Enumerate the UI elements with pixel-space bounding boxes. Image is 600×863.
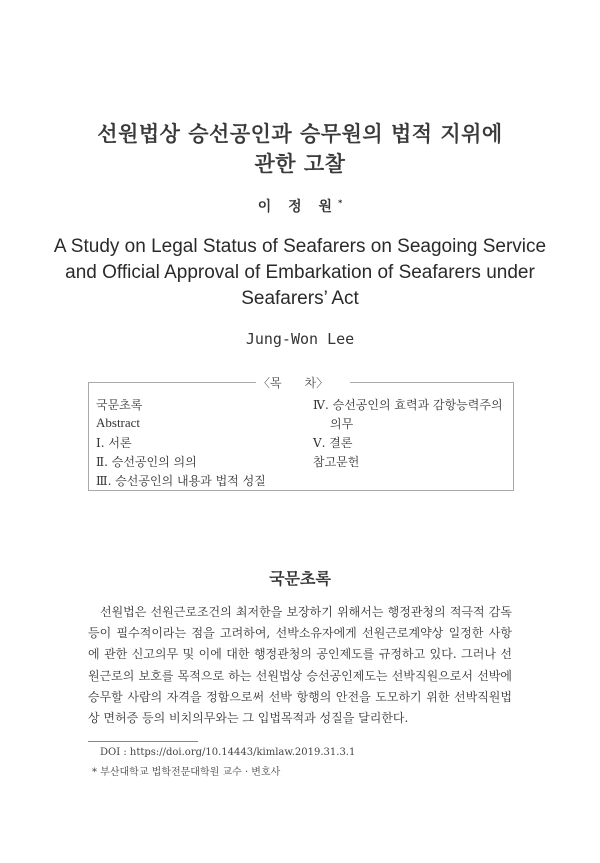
toc-item-conclusion[interactable]: Ⅴ. 결론 — [313, 436, 353, 450]
korean-author — [0, 196, 600, 216]
english-title-line-1: A Study on Legal Status of Seafarers on Seagoing Service — [53, 236, 547, 257]
toc-item-section-3[interactable]: Ⅲ. 승선공인의 내용과 법적 성질 — [96, 474, 266, 488]
affiliation-footnote: * 부산대학교 법학전문대학원 교수 · 변호사 — [92, 767, 281, 778]
english-author: Jung-Won Lee — [245, 330, 355, 348]
abstract-body: 선원법은 선원근로조건의 최저한을 보장하기 위해서는 행정관청의 적극적 감독 등이 필수적이라는 점을 고려하여, 선박소유자에게 선원근로계약상 일정한 사항에 관한 신고의무 및 이에 대한 행정관청의 공인제도를 규정하고 있다. 그러나 선원근로의 보호를 목적으로 하는 선원법상 승선공인제도는 선박직원으로서 선박에 승무할 사람의 자격을 정함으로써 선박 항행의 안전을 도모하기 위한 선박직원법상 면허증 등의 비치의무와는 그 입법목적과 성질을 달리한다. — [88, 605, 512, 726]
korean-author-name: 이 정 원 — [257, 199, 339, 215]
abstract-heading: 국문초록 — [269, 569, 331, 588]
toc-heading: 〈목 차〉 — [258, 376, 329, 390]
english-title-line-3: Seafarers’ Act — [241, 288, 359, 309]
toc-top-border-left — [88, 382, 256, 383]
author-footnote-mark: * — [338, 198, 343, 208]
toc-item-abstract-ko[interactable]: 국문초록 — [96, 398, 143, 412]
toc-item-abstract-en[interactable]: Abstract — [96, 415, 141, 430]
toc-item-section-2[interactable]: Ⅱ. 승선공인의 의의 — [96, 455, 197, 469]
footnote-divider — [88, 741, 198, 742]
doi-footnote[interactable]: DOI : https://doi.org/10.14443/kimlaw.2019.31.3.1 — [100, 747, 356, 758]
toc-item-introduction[interactable]: Ⅰ. 서론 — [96, 436, 132, 450]
toc-item-references[interactable]: 참고문헌 — [313, 455, 360, 469]
toc-item-section-4[interactable]: Ⅳ. 승선공인의 효력과 감항능력주의 — [313, 398, 503, 412]
toc-top-border-right — [350, 382, 513, 383]
korean-title-line-2: 관한 고찰 — [254, 152, 346, 176]
english-title-line-2: and Official Approval of Embarkation of Seafarers under — [65, 262, 535, 283]
toc-item-section-4-cont[interactable]: 의무 — [330, 417, 354, 431]
korean-title-line-1: 선원법상 승선공인과 승무원의 법적 지위에 — [97, 122, 503, 146]
